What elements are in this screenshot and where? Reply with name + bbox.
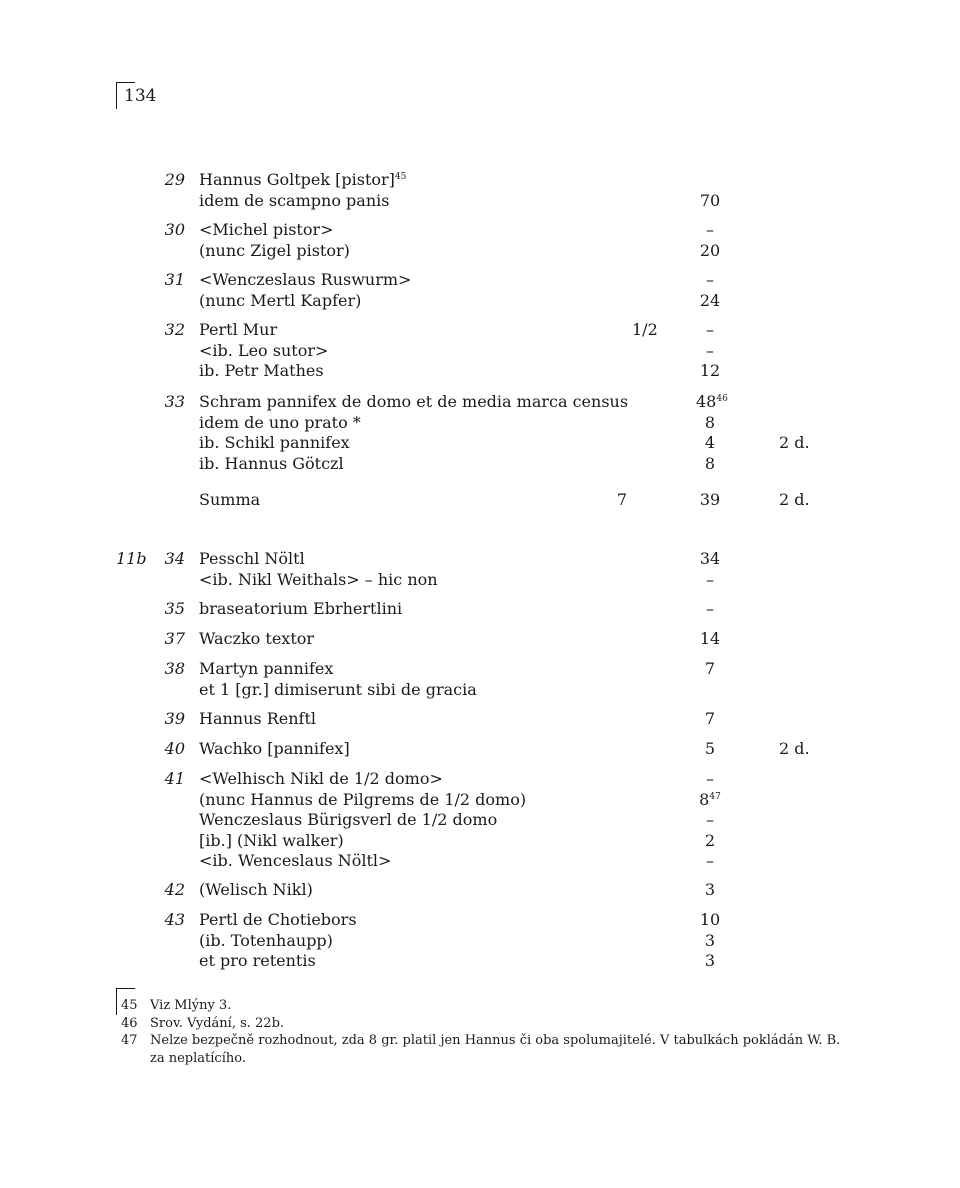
entry-number: 38: [164, 659, 185, 678]
entry-text: (nunc Zigel pistor): [199, 240, 350, 260]
entry-number: 43: [164, 910, 185, 929]
footnote-ref: 45: [394, 172, 407, 182]
entry-line: [0, 790, 960, 811]
amount-value: –: [706, 810, 714, 829]
entry-line: [0, 659, 960, 680]
amount-value: –: [706, 769, 714, 788]
entry-line: [0, 191, 960, 212]
entry-text: Waczko textor: [199, 629, 315, 648]
footnote-number: 45: [121, 998, 138, 1013]
footnote-ref: 47: [709, 791, 721, 802]
amount-value: 24: [699, 290, 721, 310]
entry-number: 34: [164, 549, 185, 568]
amount-value: 8: [704, 412, 716, 432]
amount-value: 3: [704, 880, 716, 899]
entry-line: [0, 810, 960, 831]
fraction-value: 1/2: [632, 320, 658, 339]
entry-number: 40: [164, 739, 185, 758]
entry-line: [0, 220, 960, 241]
entry-text: <ib. Nikl Weithals> – hic non: [199, 569, 438, 589]
amount-value: –: [706, 599, 714, 618]
summary-label: Summa: [199, 490, 261, 509]
entry-block: [0, 910, 960, 972]
entry-block: [0, 769, 960, 872]
entry-block: [0, 709, 960, 730]
entry-line: [0, 769, 960, 790]
entry-text: Schram pannifex de domo et de media marca census: [199, 392, 629, 411]
footnote-number: 46: [121, 1015, 138, 1031]
entry-line: [0, 709, 960, 730]
amount-value: –: [706, 851, 714, 870]
amount-value: 2: [704, 830, 716, 850]
amount-value: –: [706, 220, 714, 239]
entry-block: [0, 739, 960, 760]
entry-block: [0, 220, 960, 261]
footnote: [0, 1015, 960, 1033]
footnote-text: Srov. Vydání, s. 22b.: [150, 1015, 285, 1031]
entry-line: [0, 599, 960, 620]
amount-value: 3: [704, 951, 716, 970]
footnote-ref: 46: [716, 394, 728, 404]
entry-line: [0, 170, 960, 191]
entry-text: (Welisch Nikl): [199, 880, 313, 899]
entry-block: [0, 170, 960, 211]
entry-text: idem de uno prato *: [199, 412, 361, 432]
entry-text: Wachko [pannifex]: [199, 739, 350, 758]
footnote-text: Nelze bezpečně rozhodnout, zda 8 gr. platil jen Hannus či oba spolumajitelé. V tabulkách pokládán W. B. za neplatícího.: [150, 1033, 841, 1066]
summary-row: [0, 490, 960, 511]
amount-value: $8^{47}$: [699, 789, 721, 809]
entry-text: braseatorium Ebrhertlini: [199, 599, 403, 618]
entry-line: [0, 910, 960, 931]
entry-number: 42: [164, 880, 185, 899]
amount-value: 7: [704, 709, 716, 728]
denarii-value: 2 d.: [779, 490, 810, 509]
amount-value: –: [706, 569, 714, 589]
amount-value: 10: [699, 910, 721, 929]
entry-line: [0, 341, 960, 362]
entry-line: [0, 433, 960, 454]
entry-line: [0, 549, 960, 570]
entry-text: <Michel pistor>: [199, 220, 334, 239]
entry-text: Pesschl Nöltl: [199, 549, 305, 568]
entry-text: Hannus Goltpek [pistor]$^{45}$: [199, 170, 407, 189]
amount-value: 39: [699, 490, 721, 509]
entry-text: <ib. Wenceslaus Nöltl>: [199, 851, 392, 870]
entry-text: Hannus Renftl: [199, 709, 316, 728]
entry-text: Pertl Mur: [199, 320, 278, 339]
page-number: 134: [124, 86, 157, 106]
entry-text: et 1 [gr.] dimiserunt sibi de gracia: [199, 679, 477, 699]
entry-block: [0, 880, 960, 901]
amount-value: 5: [704, 739, 716, 758]
amount-value: 34: [699, 549, 721, 568]
entry-block: [0, 629, 960, 650]
entry-number: 41: [164, 769, 185, 788]
entry-text: (nunc Mertl Kapfer): [199, 290, 362, 310]
entry-text: et pro retentis: [199, 951, 316, 970]
amount-value: 20: [699, 240, 721, 260]
entry-text: [ib.] (Nikl walker): [199, 830, 344, 850]
amount-value: –: [706, 340, 714, 360]
entry-line: [0, 270, 960, 291]
amount-value: 14: [699, 629, 721, 648]
amount-value: 7: [704, 659, 716, 678]
footnote: [0, 997, 960, 1015]
entry-line: [0, 931, 960, 952]
entry-line: [0, 739, 960, 760]
amount-value: 4: [704, 433, 716, 452]
entry-number: 29: [164, 170, 185, 189]
entry-line: [0, 320, 960, 341]
entry-number: 35: [164, 599, 185, 618]
entry-text: idem de scampno panis: [199, 190, 390, 210]
denarii-value: 2 d.: [779, 433, 810, 452]
entry-text: Pertl de Chotiebors: [199, 910, 357, 929]
entry-text: ib. Schikl pannifex: [199, 433, 350, 452]
amount-value: –: [706, 320, 714, 339]
footnotes: [0, 997, 960, 1067]
entry-number: 31: [164, 270, 185, 289]
entry-block: [0, 270, 960, 311]
entry-number: 30: [164, 220, 185, 239]
entry-number: 37: [164, 629, 185, 648]
denarii-value: 2 d.: [779, 739, 810, 758]
amount-value: 12: [699, 361, 721, 380]
entry-line: [0, 951, 960, 972]
entry-text: Wenczeslaus Bürigsverl de 1/2 domo: [199, 810, 498, 829]
footnote-text: Viz Mlýny 3.: [150, 998, 232, 1013]
entry-text: <Wenczeslaus Ruswurm>: [199, 270, 412, 289]
entry-block: [0, 659, 960, 700]
entry-block: [0, 320, 960, 382]
entry-block: [0, 549, 960, 590]
entry-block: [0, 392, 960, 474]
footnote: [0, 1032, 960, 1067]
amount-value: 8: [704, 453, 716, 473]
entry-block: [0, 599, 960, 620]
entry-text: ib. Hannus Götczl: [199, 453, 344, 473]
entry-line: [0, 454, 960, 475]
amount-value: –: [706, 270, 714, 289]
amount-value: 3: [704, 930, 716, 950]
entry-line: [0, 831, 960, 852]
entry-number: 32: [164, 320, 185, 339]
entry-line: [0, 361, 960, 382]
entry-line: [0, 392, 960, 413]
entry-line: [0, 629, 960, 650]
entry-line: [0, 413, 960, 434]
folio-label: 11b: [116, 549, 147, 568]
footnote-number: 47: [121, 1033, 138, 1048]
fraction-value: 7: [616, 490, 628, 509]
entry-number: 33: [164, 392, 185, 411]
entry-line: [0, 241, 960, 262]
amount-value: 70: [699, 190, 721, 210]
entry-text: ib. Petr Mathes: [199, 361, 324, 380]
entry-line: [0, 291, 960, 312]
entry-text: (ib. Totenhaupp): [199, 930, 333, 950]
entry-text: (nunc Hannus de Pilgrems de 1/2 domo): [199, 789, 527, 809]
entry-text: <Welhisch Nikl de 1/2 domo>: [199, 769, 443, 788]
entry-text: Martyn pannifex: [199, 659, 334, 678]
amount-value: $48^{46}$: [696, 392, 728, 411]
entry-line: [0, 880, 960, 901]
entry-text: <ib. Leo sutor>: [199, 340, 329, 360]
summary-block: [0, 490, 960, 511]
entry-line: [0, 680, 960, 701]
entry-line: [0, 851, 960, 872]
entry-number: 39: [164, 709, 185, 728]
entry-line: [0, 570, 960, 591]
